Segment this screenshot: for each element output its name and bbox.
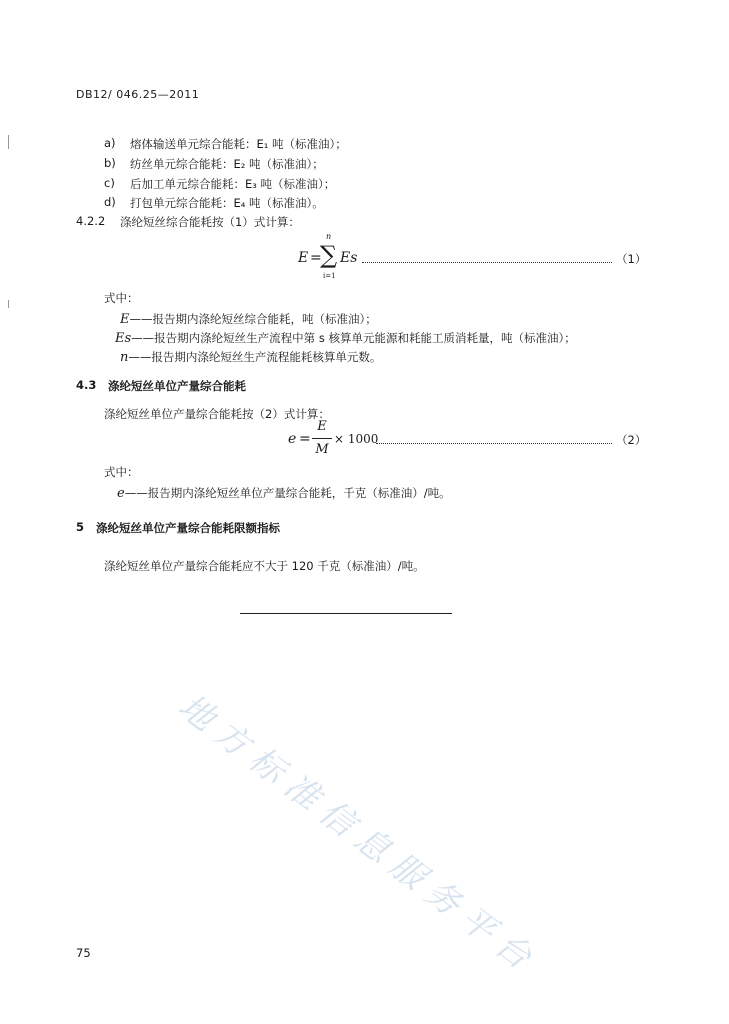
list-marker-d: d) xyxy=(104,195,116,209)
formula2-number: （2） xyxy=(616,433,647,447)
section-title-5: 涤纶短丝单位产量综合能耗限额指标 xyxy=(96,521,280,535)
where-item-E xyxy=(120,308,377,327)
margin-tick xyxy=(8,300,9,308)
symbol-E: E xyxy=(120,312,130,327)
formula1-sum-upper: n xyxy=(326,232,332,241)
document-code: DB12/ 046.25—2011 xyxy=(76,88,200,101)
definition-e: ——报告期内涤纶短丝单位产量综合能耗，千克（标准油）/吨。 xyxy=(124,486,451,500)
margin-tick xyxy=(8,135,9,149)
summation-symbol: ∑ xyxy=(320,241,338,269)
section-title-4-3: 涤纶短丝单位产量综合能耗 xyxy=(108,379,246,393)
end-rule xyxy=(240,613,452,614)
list-item-d: 打包单元综合能耗：E₄ 吨（标准油）。 xyxy=(130,196,324,210)
where-intro-2: 式中： xyxy=(104,465,139,479)
symbol-Es: Es xyxy=(115,331,132,346)
list-item-a: 熔体输送单元综合能耗：E₁ 吨（标准油）； xyxy=(130,137,347,151)
leader-dots xyxy=(362,262,612,263)
list-marker-c: c) xyxy=(104,176,115,190)
definition-n: ——报告期内涤纶短丝生产流程能耗核算单元数。 xyxy=(128,350,382,364)
formula2-lhs: e xyxy=(288,431,297,447)
section-number-4-3: 4.3 xyxy=(76,378,97,392)
where-item-Es xyxy=(115,327,576,346)
formula1-term: Es xyxy=(340,250,358,266)
formula1-number: （1） xyxy=(616,252,647,266)
page-number: 75 xyxy=(76,946,91,960)
fraction-bar xyxy=(312,438,332,439)
formula2-equals: = xyxy=(299,431,311,447)
formula1-equals: = xyxy=(310,250,322,266)
section-text-4-3: 涤纶短丝单位产量综合能耗按（2）式计算： xyxy=(104,407,330,421)
symbol-n: n xyxy=(120,350,129,365)
list-item-c: 后加工单元综合能耗：E₃ 吨（标准油）； xyxy=(130,177,336,191)
list-marker-b: b) xyxy=(104,156,116,170)
symbol-e: e xyxy=(117,486,125,501)
where-intro-1: 式中： xyxy=(104,291,139,305)
formula2-multiplier: × 1000 xyxy=(334,432,379,446)
definition-E: ——报告期内涤纶短丝综合能耗，吨（标准油）； xyxy=(129,312,377,326)
list-marker-a: a) xyxy=(104,136,116,150)
section-text-4-2-2: 涤纶短丝综合能耗按（1）式计算： xyxy=(120,215,300,229)
fraction-numerator: E xyxy=(317,419,327,434)
list-item-b: 纺丝单元综合能耗：E₂ 吨（标准油）； xyxy=(130,157,324,171)
watermark: 地方标准信息服务平台 xyxy=(170,686,547,984)
where-item-n xyxy=(120,346,381,365)
formula1-lhs: E xyxy=(298,250,309,266)
formula1-sum-lower: i=1 xyxy=(323,272,336,280)
section-number-5: 5 xyxy=(76,520,85,534)
section-number-4-2-2: 4.2.2 xyxy=(76,214,106,228)
definition-Es: ——报告期内涤纶短丝生产流程中第 s 核算单元能源和耗能工质消耗量，吨（标准油）； xyxy=(131,331,576,345)
fraction-denominator: M xyxy=(315,442,329,457)
leader-dots xyxy=(376,443,612,444)
where-item-e xyxy=(117,482,451,501)
section-text-5: 涤纶短丝单位产量综合能耗应不大于 120 千克（标准油）/吨。 xyxy=(104,559,425,573)
